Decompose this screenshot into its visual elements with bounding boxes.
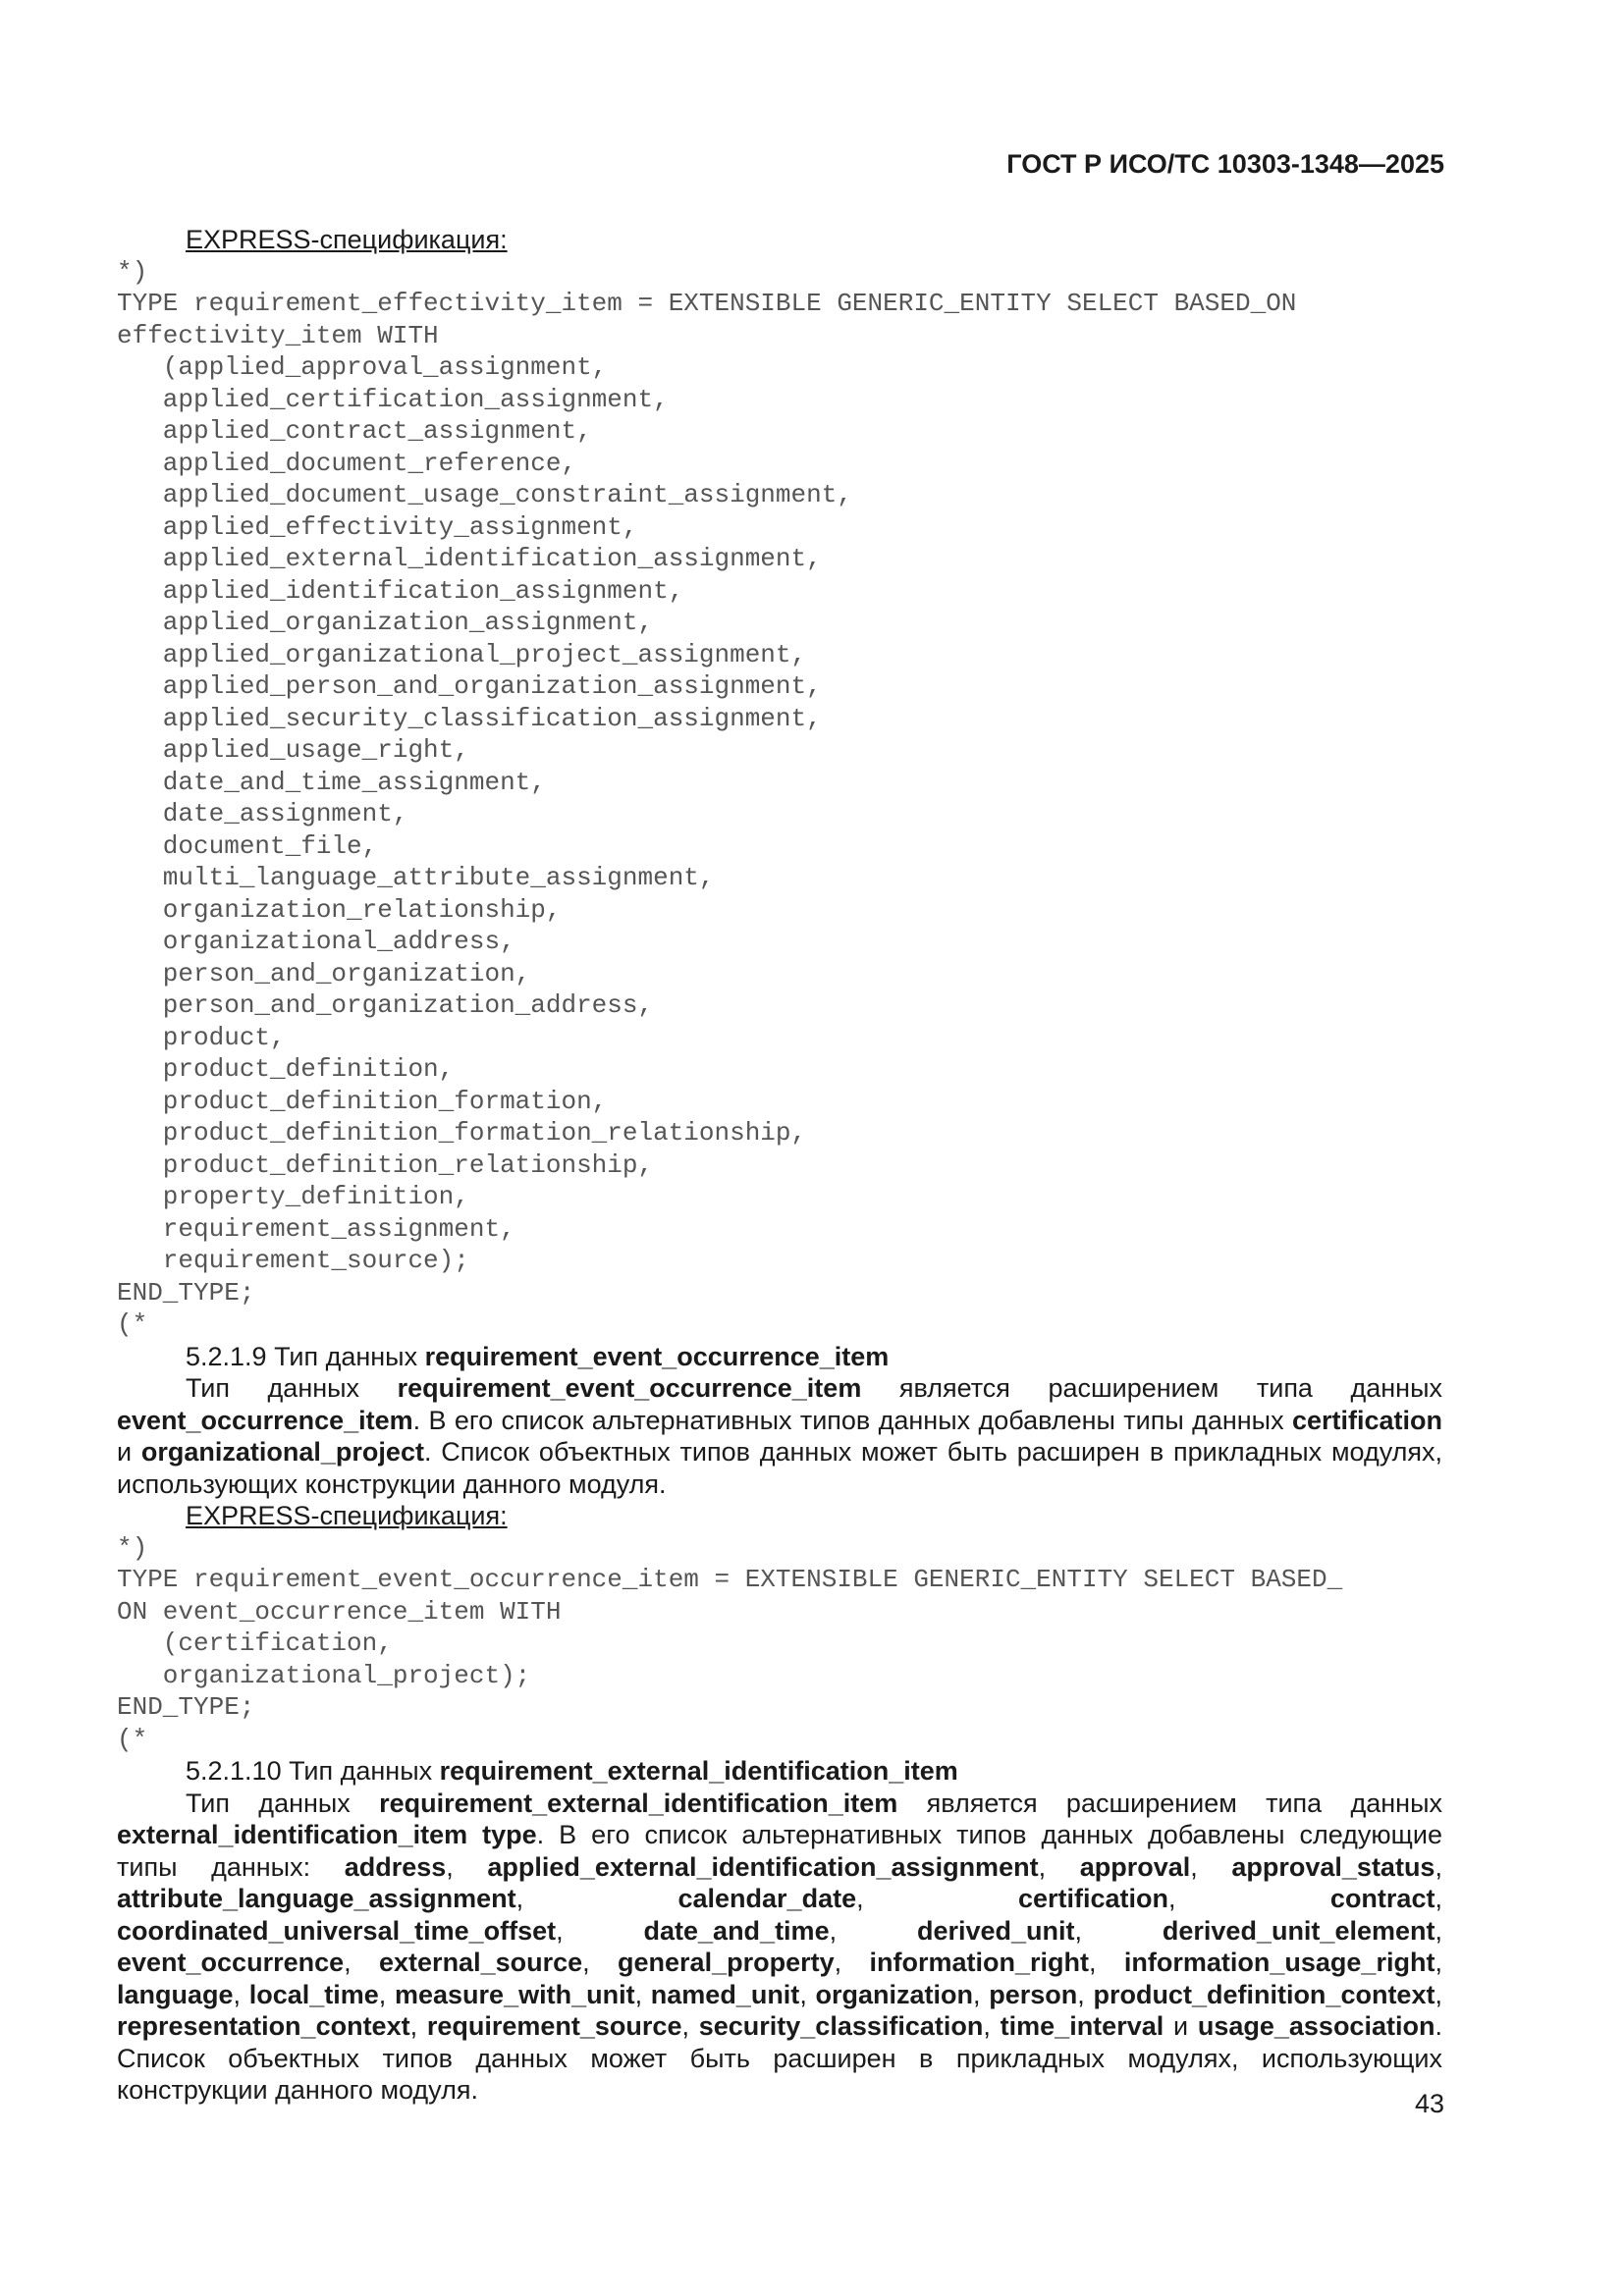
type-name: local_time — [248, 1979, 379, 2009]
type-name: general_property — [618, 1948, 835, 1977]
type-name: address — [344, 1851, 447, 1882]
type-name: information_usage_right — [1123, 1948, 1435, 1977]
type-name: requirement_event_occurrence_item — [397, 1373, 862, 1403]
paragraph-text: является расширением типа данных — [861, 1373, 1442, 1403]
type-name: organization — [815, 1979, 974, 2009]
section-heading-type-name: requirement_external_identification_item — [439, 1756, 958, 1786]
type-name: certification — [1291, 1405, 1442, 1435]
paragraph-text: Тип данных — [186, 1788, 380, 1818]
type-list: address, applied_external_identification_assignment, approval, approval_status, attribute_language_assignment, calendar_date, certification, contract, coordinated_universal_time_offset, date_and_time, derived_unit, derived_unit_element, event_occurrence, external_source, general_property, information_right, information_usage_right, language, local_time, measure_with_unit, named_unit, organization, person, product_definition_context, representation_context, requirement_source, security_classification, time_interval и usage_association — [117, 1851, 1442, 2041]
page-content — [117, 224, 1442, 2107]
type-name: security_classification — [698, 2011, 984, 2041]
paragraph-text: . В его список альтернативных типов данных добавлены следующие типы данных: — [117, 1820, 1442, 1882]
type-name: person — [989, 1979, 1078, 2009]
type-name: information_right — [869, 1948, 1089, 1977]
section-paragraph — [117, 1788, 1442, 2107]
type-name: requirement_source — [426, 2011, 682, 2041]
type-name: derived_unit_element — [1162, 1915, 1435, 1946]
type-name: requirement_external_identification_item — [379, 1788, 898, 1818]
paragraph-text: и — [117, 1437, 141, 1467]
type-name: certification — [1017, 1884, 1169, 1913]
type-name: measure_with_unit — [395, 1979, 635, 2009]
type-name: event_occurrence_item — [117, 1405, 413, 1435]
section-heading-type-name: requirement_event_occurrence_item — [424, 1341, 890, 1371]
type-name: event_occurrence — [117, 1948, 345, 1977]
type-name: organizational_project — [140, 1437, 424, 1467]
express-spec-label: EXPRESS-спецификация: — [186, 1501, 508, 1530]
type-name: derived_unit — [916, 1915, 1075, 1946]
type-name: representation_context — [117, 2011, 410, 2041]
type-name: time_interval — [1000, 2011, 1164, 2041]
type-name: calendar_date — [677, 1884, 857, 1913]
type-name: contract — [1329, 1884, 1435, 1913]
section-heading-prefix: 5.2.1.9 Тип данных — [186, 1341, 425, 1371]
type-name: product_definition_context — [1093, 1979, 1435, 2009]
type-name: usage_association — [1197, 2011, 1435, 2041]
paragraph-text: . Список объектных типов данных может быть расширен в прикладных модулях, использующих конструкции данного модуля. — [117, 1437, 1443, 1499]
section-paragraph — [117, 1372, 1442, 1500]
page-number: 43 — [1414, 2089, 1444, 2118]
type-name: approval — [1079, 1851, 1191, 1882]
type-name: attribute_language_assignment — [117, 1884, 516, 1913]
section-heading — [117, 1341, 1442, 1373]
type-name: date_and_time — [643, 1915, 830, 1946]
type-name: language — [117, 1979, 234, 2009]
section-heading-prefix: 5.2.1.10 Тип данных — [186, 1756, 440, 1786]
type-name: coordinated_universal_time_offset — [117, 1915, 557, 1946]
section-heading — [117, 1755, 1442, 1788]
type-name: named_unit — [650, 1979, 800, 2009]
type-name: external_identification_item type — [117, 1820, 537, 1849]
paragraph-text: . Список объектных типов данных может быть расширен в прикладных модулях, использующих конструкции данного модуля. — [117, 2011, 1442, 2105]
express-code-block: *) TYPE requirement_event_occurrence_item = EXTENSIBLE GENERIC_ENTITY SELECT BASED_ ON event_occurrence_item WITH (certification, organizational_project); END_TYPE; (* — [117, 1532, 1343, 1754]
paragraph-text: . В его список альтернативных типов данных добавлены типы данных — [412, 1405, 1292, 1435]
type-name: applied_external_identification_assignment — [487, 1851, 1039, 1882]
express-code-block: *) TYPE requirement_effectivity_item = EXTENSIBLE GENERIC_ENTITY SELECT BASED_ON effectivity_item WITH (applied_approval_assignment, applied_certification_assignment, applied_contract_assignment, applied_document_reference, applied_document_usage_constraint_assignment, applied_effectivity_assignment, applied_external_identification_assignment, applied_identification_assignment, applied_organization_assignment, applied_organizational_project_assignment, applied_person_and_organization_assignment, applied_security_classification_assignment, applied_usage_right, date_and_time_assignment, date_assignment, document_file, multi_language_attribute_assignment, organization_relationship, organizational_address, person_and_organization, person_and_organization_address, product, product_definition, product_definition_formation, product_definition_formation_relationship, product_definition_relationship, property_definition, requirement_assignment, requirement_source); END_TYPE; (* — [117, 256, 1297, 1339]
type-name: external_source — [379, 1948, 583, 1977]
paragraph-text: является расширением типа данных — [897, 1788, 1442, 1818]
type-name: approval_status — [1231, 1851, 1435, 1882]
document-header: ГОСТ Р ИСО/ТС 10303-1348—2025 — [1006, 149, 1444, 179]
express-spec-label: EXPRESS-спецификация: — [186, 225, 508, 254]
paragraph-text: Тип данных — [186, 1373, 398, 1403]
